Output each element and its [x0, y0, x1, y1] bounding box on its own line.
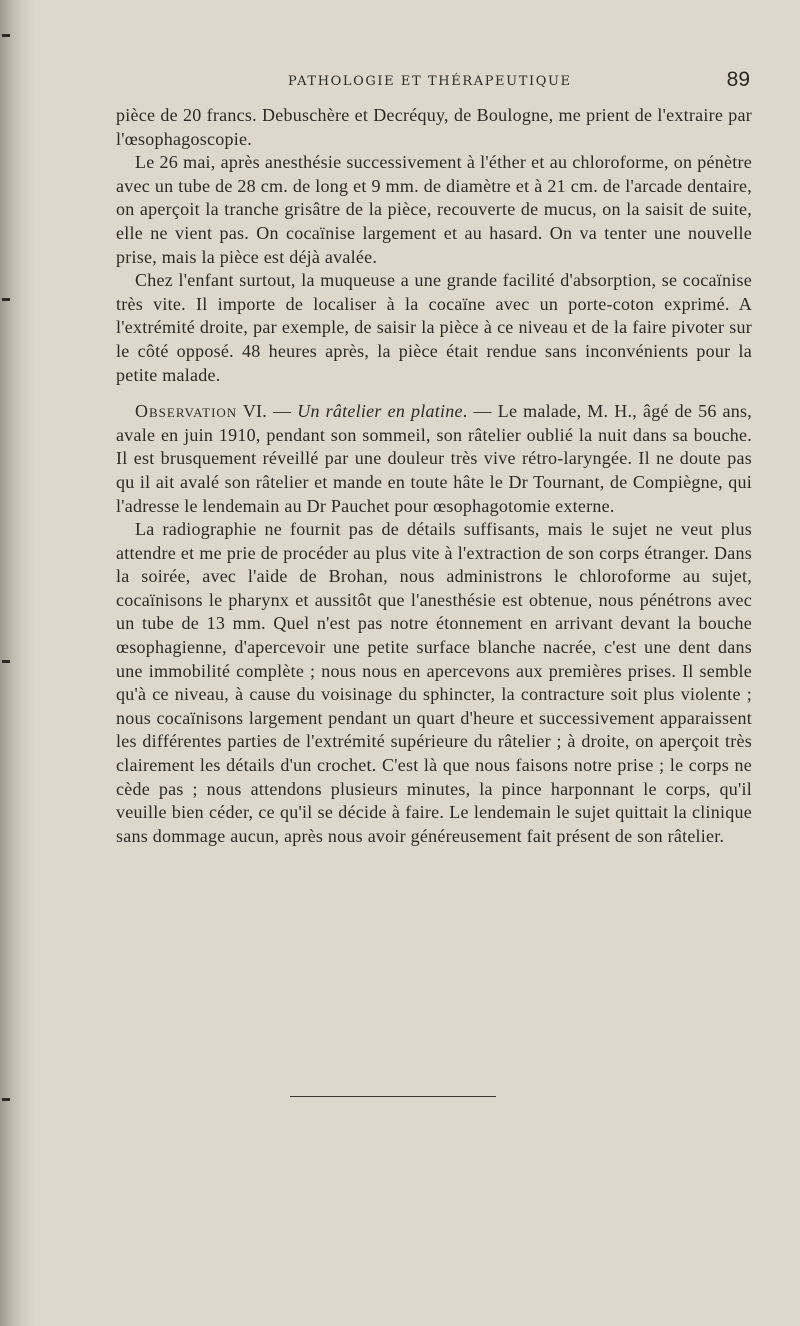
book-page [116, 60, 752, 848]
body-text [116, 104, 752, 848]
observation-label: Observation [135, 401, 238, 422]
binding-edge [0, 0, 34, 1326]
observation-title: Un râtelier en platine [297, 401, 463, 422]
scan-mark [2, 1098, 10, 1101]
paragraph: La radiographie ne fournit pas de détails suffisants, mais le sujet ne veut plus attendre et me prie de procéder au plus vite à l'extraction de son corps étranger. Dans la soirée, avec l'aide de Brohan, nous administrons le chloroforme au sujet, cocaïnisons le pharynx et aussitôt que l'anesthésie est obtenue, nous pénétrons avec un tube de 13 mm. Quel n'est pas notre étonnement en arrivant devant la bouche œsophagienne, d'apercevoir une petite surface blanche nacrée, c'est une dent dans une immobilité complète ; nous nous en apercevons aux premières prises. Il semble qu'à ce niveau, à cause du voisinage du sphincter, la contracture soit plus violente ; nous cocaïnisons largement pendant un quart d'heure et successivement apparaissent les différentes parties de l'extrémité supérieure du râtelier ; à droite, on aperçoit très clairement les détails d'un crochet. C'est là que nous faisons notre prise ; le corps ne cède pas ; nous attendons plusieurs minutes, la pince harponnant le corps, qu'il veuille bien céder, ce qu'il se décide à faire. Le lendemain le sujet quittait la clinique sans dommage aucun, après nous avoir généreusement fait présent de son râtelier. [116, 519, 752, 846]
separator: — [267, 401, 298, 422]
paragraph: Le 26 mai, après anesthésie successivement à l'éther et au chloroforme, on pénètre avec un tube de 28 cm. de long et 9 mm. de diamètre et à 21 cm. de l'arcade dentaire, on aperçoit la tranche grisâtre de la pièce, recouverte de mucus, on la saisit de suite, elle ne vient pas. On cocaïnise largement et au hasard. On va tenter une nouvelle prise, mais la pièce est déjà avalée. [116, 152, 752, 267]
end-rule [290, 1096, 496, 1097]
separator: . — [462, 401, 498, 422]
scan-mark [2, 298, 10, 301]
observation-text: Le malade, M. H., âgé de 56 ans, avale en juin 1910, pendant son sommeil, son râtelier oublié la nuit dans sa bouche. Il est brusquement réveillé par une douleur très vive rétro-laryngée. Il ne doute pas qu il ait avalé son râtelier et mande en toute hâte le Dr Tournant, de Compiègne, qui l'adresse le lendemain au Dr Pauchet pour œsophagotomie externe. [116, 401, 753, 516]
scan-mark [2, 34, 10, 37]
scan-mark [2, 660, 10, 663]
page-number: 89 [726, 68, 750, 91]
running-title: PATHOLOGIE ET THÉRAPEUTIQUE [288, 74, 572, 89]
page-header [116, 60, 752, 104]
paragraph: Chez l'enfant surtout, la muqueuse a une grande facilité d'absorption, se cocaïnise très vite. Il importe de localiser à la cocaïne avec un porte-coton exprimé. A l'extrémité droite, par exemple, de saisir la pièce à ce niveau et de la faire pivoter sur le côté opposé. 48 heures après, la pièce était rendue sans inconvénients pour la petite malade. [116, 270, 752, 385]
observation-paragraph [116, 400, 752, 518]
observation-number: VI. [242, 401, 268, 422]
paragraph: pièce de 20 francs. Debuschère et Decréquy, de Boulogne, me prient de l'extraire par l'œsophagoscopie. [116, 105, 752, 149]
